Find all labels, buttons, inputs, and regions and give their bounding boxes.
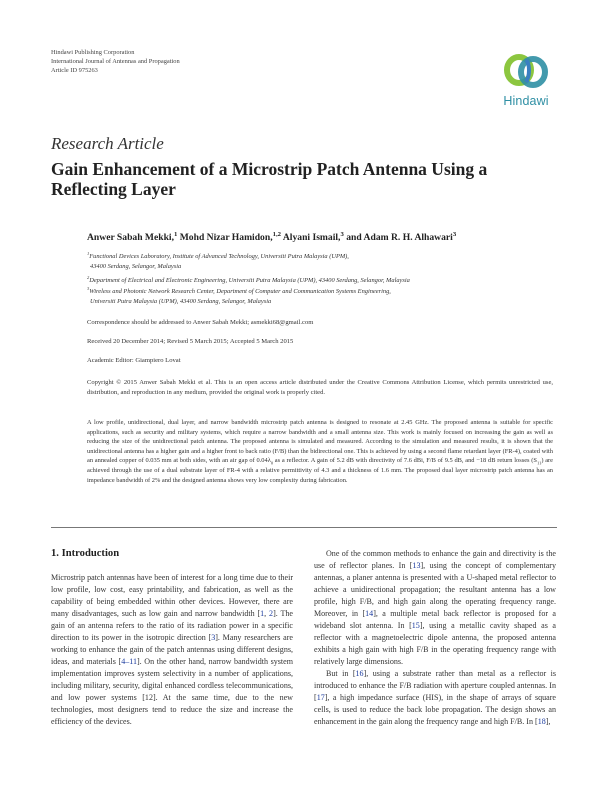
paragraph: But in [16], using a substrate rather than metal as a reflector is introduced to enhance the F/B radiation with aperture coupled antennas. In [17], a high impedance surface (HIS), in the shape of arrays of square cells, is used to reduce the back lobe propagation. The design shows an enhancement in the gain along the frequency range and high F/B. In [18],	[314, 669, 556, 726]
citation-link[interactable]: 2	[269, 609, 274, 618]
copyright-notice: Copyright © 2015 Anwer Sabah Mekki et al. This is an open access article distributed under the Creative Commons Attribution License, which permits unrestricted use, distribution, and reproduction in any medium, provided the original work is properly cited.	[87, 379, 553, 396]
author: Anwer Sabah Mekki,$^1$	[87, 230, 178, 243]
paragraph: Microstrip patch antennas have been of interest for a long time due to their low profile, low cost, easy printability, and fabrication, as well as the capability of being embedded within other devices. However, there are many disadvantages, such as low gain and narrow bandwidth [1, 2]. The gain of an antenna refers to the ratio of its radiation power in a specific direction to its power in the isotropic direction [3]. Many researchers are working to enhance the gain of the patch antennas using different designs, ideas, and materials [4–11]. On the other hand, narrow bandwidth system implementation improves system selectivity in a number of applications, including military, security, digital enhanced cordless telecommunications, and low power systems [12]. At the same time, due to the new technologies, most designers tend to reduce the size and increase the efficiency of the devices.	[51, 573, 293, 726]
body-column-right	[314, 548, 556, 728]
academic-editor: Academic Editor: Giampiero Lovat	[87, 357, 181, 364]
citation-link[interactable]: 1	[260, 609, 265, 618]
dates: Received 20 December 2014; Revised 5 March 2015; Accepted 5 March 2015	[87, 338, 294, 345]
logo-wordmark: Hindawi	[503, 94, 549, 108]
publisher-name: Hindawi Publishing Corporation	[51, 49, 135, 56]
citation-link[interactable]: 18	[537, 717, 546, 726]
hindawi-logo	[494, 50, 558, 108]
citation-link[interactable]: 4–11	[121, 657, 137, 666]
section-heading: 1. Introduction	[51, 548, 120, 559]
journal-name: International Journal of Antennas and Propagation	[51, 58, 180, 65]
paper-title: Gain Enhancement of a Microstrip Patch Antenna Using a Reflecting Layer	[51, 159, 488, 199]
affiliation-3: $^3$Wireless and Photonic Network Research Center, Department of Computer and Communication Systems Engineering, Universiti Putra Malaysia (UPM), 43400 Serdang, Selangor, Malaysia	[87, 285, 391, 305]
citation-link[interactable]: 3	[211, 633, 216, 642]
affiliation-2: $^2$Department of Electrical and Electronic Engineering, Universiti Putra Malaysia (UPM), 43400 Serdang, Selangor, Malaysia	[87, 274, 410, 284]
author: and Adam R. H. Alhawari$^3$	[346, 230, 457, 243]
citation-link[interactable]: 14	[365, 609, 374, 618]
author: Alyani Ismail,$^3$	[282, 230, 344, 243]
article-type: Research Article	[51, 134, 164, 153]
correspondence: Correspondence should be addressed to Anwer Sabah Mekki; asmekki68@gmail.com	[87, 319, 314, 326]
abstract: A low profile, unidirectional, dual layer, and narrow bandwidth microstrip patch antenna is designed to resonate at 2.45 GHz. The proposed antenna is suitable for specific applications, such as security and military systems, which require a narrow bandwidth and a small antenna size. This work is mainly focused on increasing the gain as well as reducing the size of the unidirectional patch antenna. The proposed antenna is simulated and measured. According to the simulation and measured results, it is shown that the unidirectional antenna has a higher gain and a higher front to back ratio (F/B) than the bidirectional one. This is achieved by using a second flame retardant layer (FR-4), coated with an annealed copper of 0.035 mm at both sides, with an air gap of $0.04\lambda_0$ as a reflector. A gain of 5.2 dB with directivity of 7.6 dBi, F/B of 9.5 dB, and −18 dB return losses $(S_{11})$ are achieved through the use of a dual substrate layer of FR-4 with a relative permittivity of 4.3 and a thickness of 1.6 mm. The proposed dual layer microstrip patch antenna has an impedance bandwidth of 2% and the designed antenna shows very low complexity during fabrication.	[87, 419, 554, 484]
paragraph: One of the common methods to enhance the gain and directivity is the use of reflector planes. In [13], using the concept of complementary antennas, a planer antenna is presented with a U-shaped metal reflector to achieve a unidirectional propagation; the resultant antenna has a low profile, high F/B, and high gain along the operating frequency range. Moreover, in [14], a multiple metal back reflector is proposed for a wideband slot antenna. In [15], using a metallic cavity shaped as a reflector with a magnetoelectric dipole antenna, the proposed antenna exhibits a high gain with high F/B in the operating frequency range with relatively large dimensions.	[314, 549, 557, 666]
author: Mohd Nizar Hamidon,$^{1,2}$	[179, 230, 281, 243]
citation-link[interactable]: 16	[355, 669, 364, 678]
journal-header	[51, 48, 180, 75]
affiliation-1: $^1$Functional Devices Laboratory, Institute of Advanced Technology, Universiti Putra Malaysia (UPM), 43400 Serdang, Selangor, Malaysia	[87, 250, 349, 270]
citation-link[interactable]: 15	[411, 621, 420, 630]
body-column-left	[51, 572, 293, 728]
author-list	[87, 232, 557, 243]
article-id: Article ID 975263	[51, 67, 98, 74]
citation-link[interactable]: 13	[412, 561, 421, 570]
hindawi-logo-icon	[494, 50, 558, 94]
citation-link[interactable]: 17	[316, 693, 325, 702]
section-divider	[51, 527, 557, 528]
